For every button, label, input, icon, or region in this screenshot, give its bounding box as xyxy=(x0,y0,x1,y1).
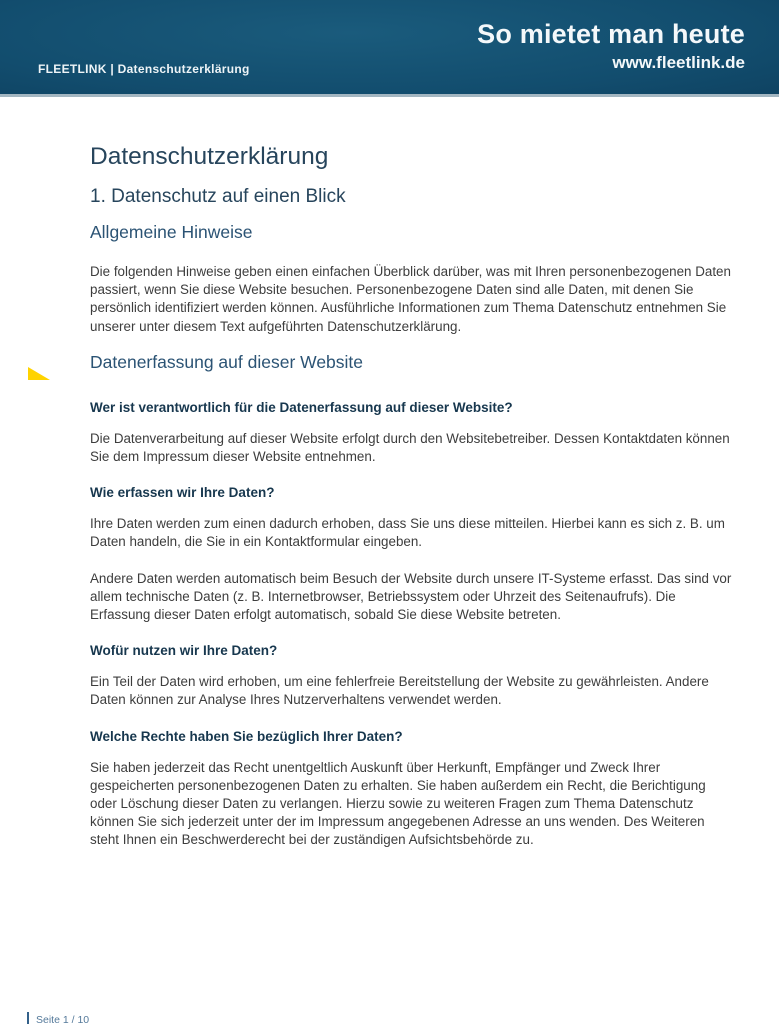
question-heading: Wofür nutzen wir Ihre Daten? xyxy=(90,643,278,659)
page-title: Datenschutzerklärung xyxy=(90,143,329,170)
page-footer xyxy=(27,1012,89,1024)
header-breadcrumb: FLEETLINK | Datenschutzerklärung xyxy=(38,62,250,76)
question-heading: Welche Rechte haben Sie bezüglich Ihrer Daten? xyxy=(90,728,403,744)
question-heading: Wie erfassen wir Ihre Daten? xyxy=(90,485,275,501)
question-heading: Wer ist verantwortlich für die Datenerfassung auf dieser Website? xyxy=(90,399,513,415)
document-content xyxy=(0,99,779,868)
answer-paragraph: Die Datenverarbeitung auf dieser Website erfolgt durch den Websitebetreiber. Dessen Kontaktdaten können Sie dem Impressum dieser Website entnehmen. xyxy=(90,430,730,465)
footer-divider-bar xyxy=(27,1012,29,1024)
subsection-title-datenerfassung: Datenerfassung auf dieser Website xyxy=(90,351,364,372)
section-title: 1. Datenschutz auf einen Blick xyxy=(90,186,346,207)
intro-paragraph: Die folgenden Hinweise geben einen einfachen Überblick darüber, was mit Ihren personenbezogenen Daten passiert, wenn Sie diese Website besuchen. Personenbezogene Daten sind alle Daten, mit denen Sie persönlich identifiziert werden können. Ausführliche Informationen zum Thema Datenschutz entnehmen Sie unserer unter diesem Text aufgeführten Datenschutzerklärung. xyxy=(90,264,731,334)
answer-paragraph: Andere Daten werden automatisch beim Besuch der Website durch unsere IT-Systeme erfasst. Das sind vor allem technische Daten (z. B. Internetbrowser, Betriebssystem oder Uhrzeit des Seitenaufrufs). Die Erfassung dieser Daten erfolgt automatisch, sobald Sie diese Website betreten. xyxy=(90,570,732,623)
page-number-label: Seite 1 / 10 xyxy=(36,1014,90,1024)
brand-tagline: So mietet man heute xyxy=(477,19,745,49)
brand-url: www.fleetlink.de xyxy=(612,53,745,72)
subsection-title-allgemeine-hinweise: Allgemeine Hinweise xyxy=(90,222,253,242)
header-brand-block xyxy=(477,19,745,73)
answer-paragraph: Ihre Daten werden zum einen dadurch erhoben, dass Sie uns diese mitteilen. Hierbei kann es sich z. B. um Daten handeln, die Sie in ein Kontaktformular eingeben. xyxy=(90,516,725,550)
answer-paragraph: Sie haben jederzeit das Recht unentgeltlich Auskunft über Herkunft, Empfänger und Zweck Ihrer gespeicherten personenbezogenen Daten zu erhalten. Sie haben außerdem ein Recht, die Berichtigung oder Löschung dieser Daten zu verlangen. Hierzu sowie zu weiteren Fragen zum Thema Datenschutz können Sie sich jederzeit unter der im Impressum angegebenen Adresse an uns wenden. Des Weiteren steht Ihnen ein Beschwerderecht bei der zuständigen Aufsichtsbehörde zu. xyxy=(90,759,706,848)
header-banner xyxy=(0,0,779,97)
answer-paragraph: Ein Teil der Daten wird erhoben, um eine fehlerfreie Bereitstellung der Website zu gewährleisten. Andere Daten können zur Analyse Ihres Nutzerverhaltens verwendet werden. xyxy=(90,674,709,708)
